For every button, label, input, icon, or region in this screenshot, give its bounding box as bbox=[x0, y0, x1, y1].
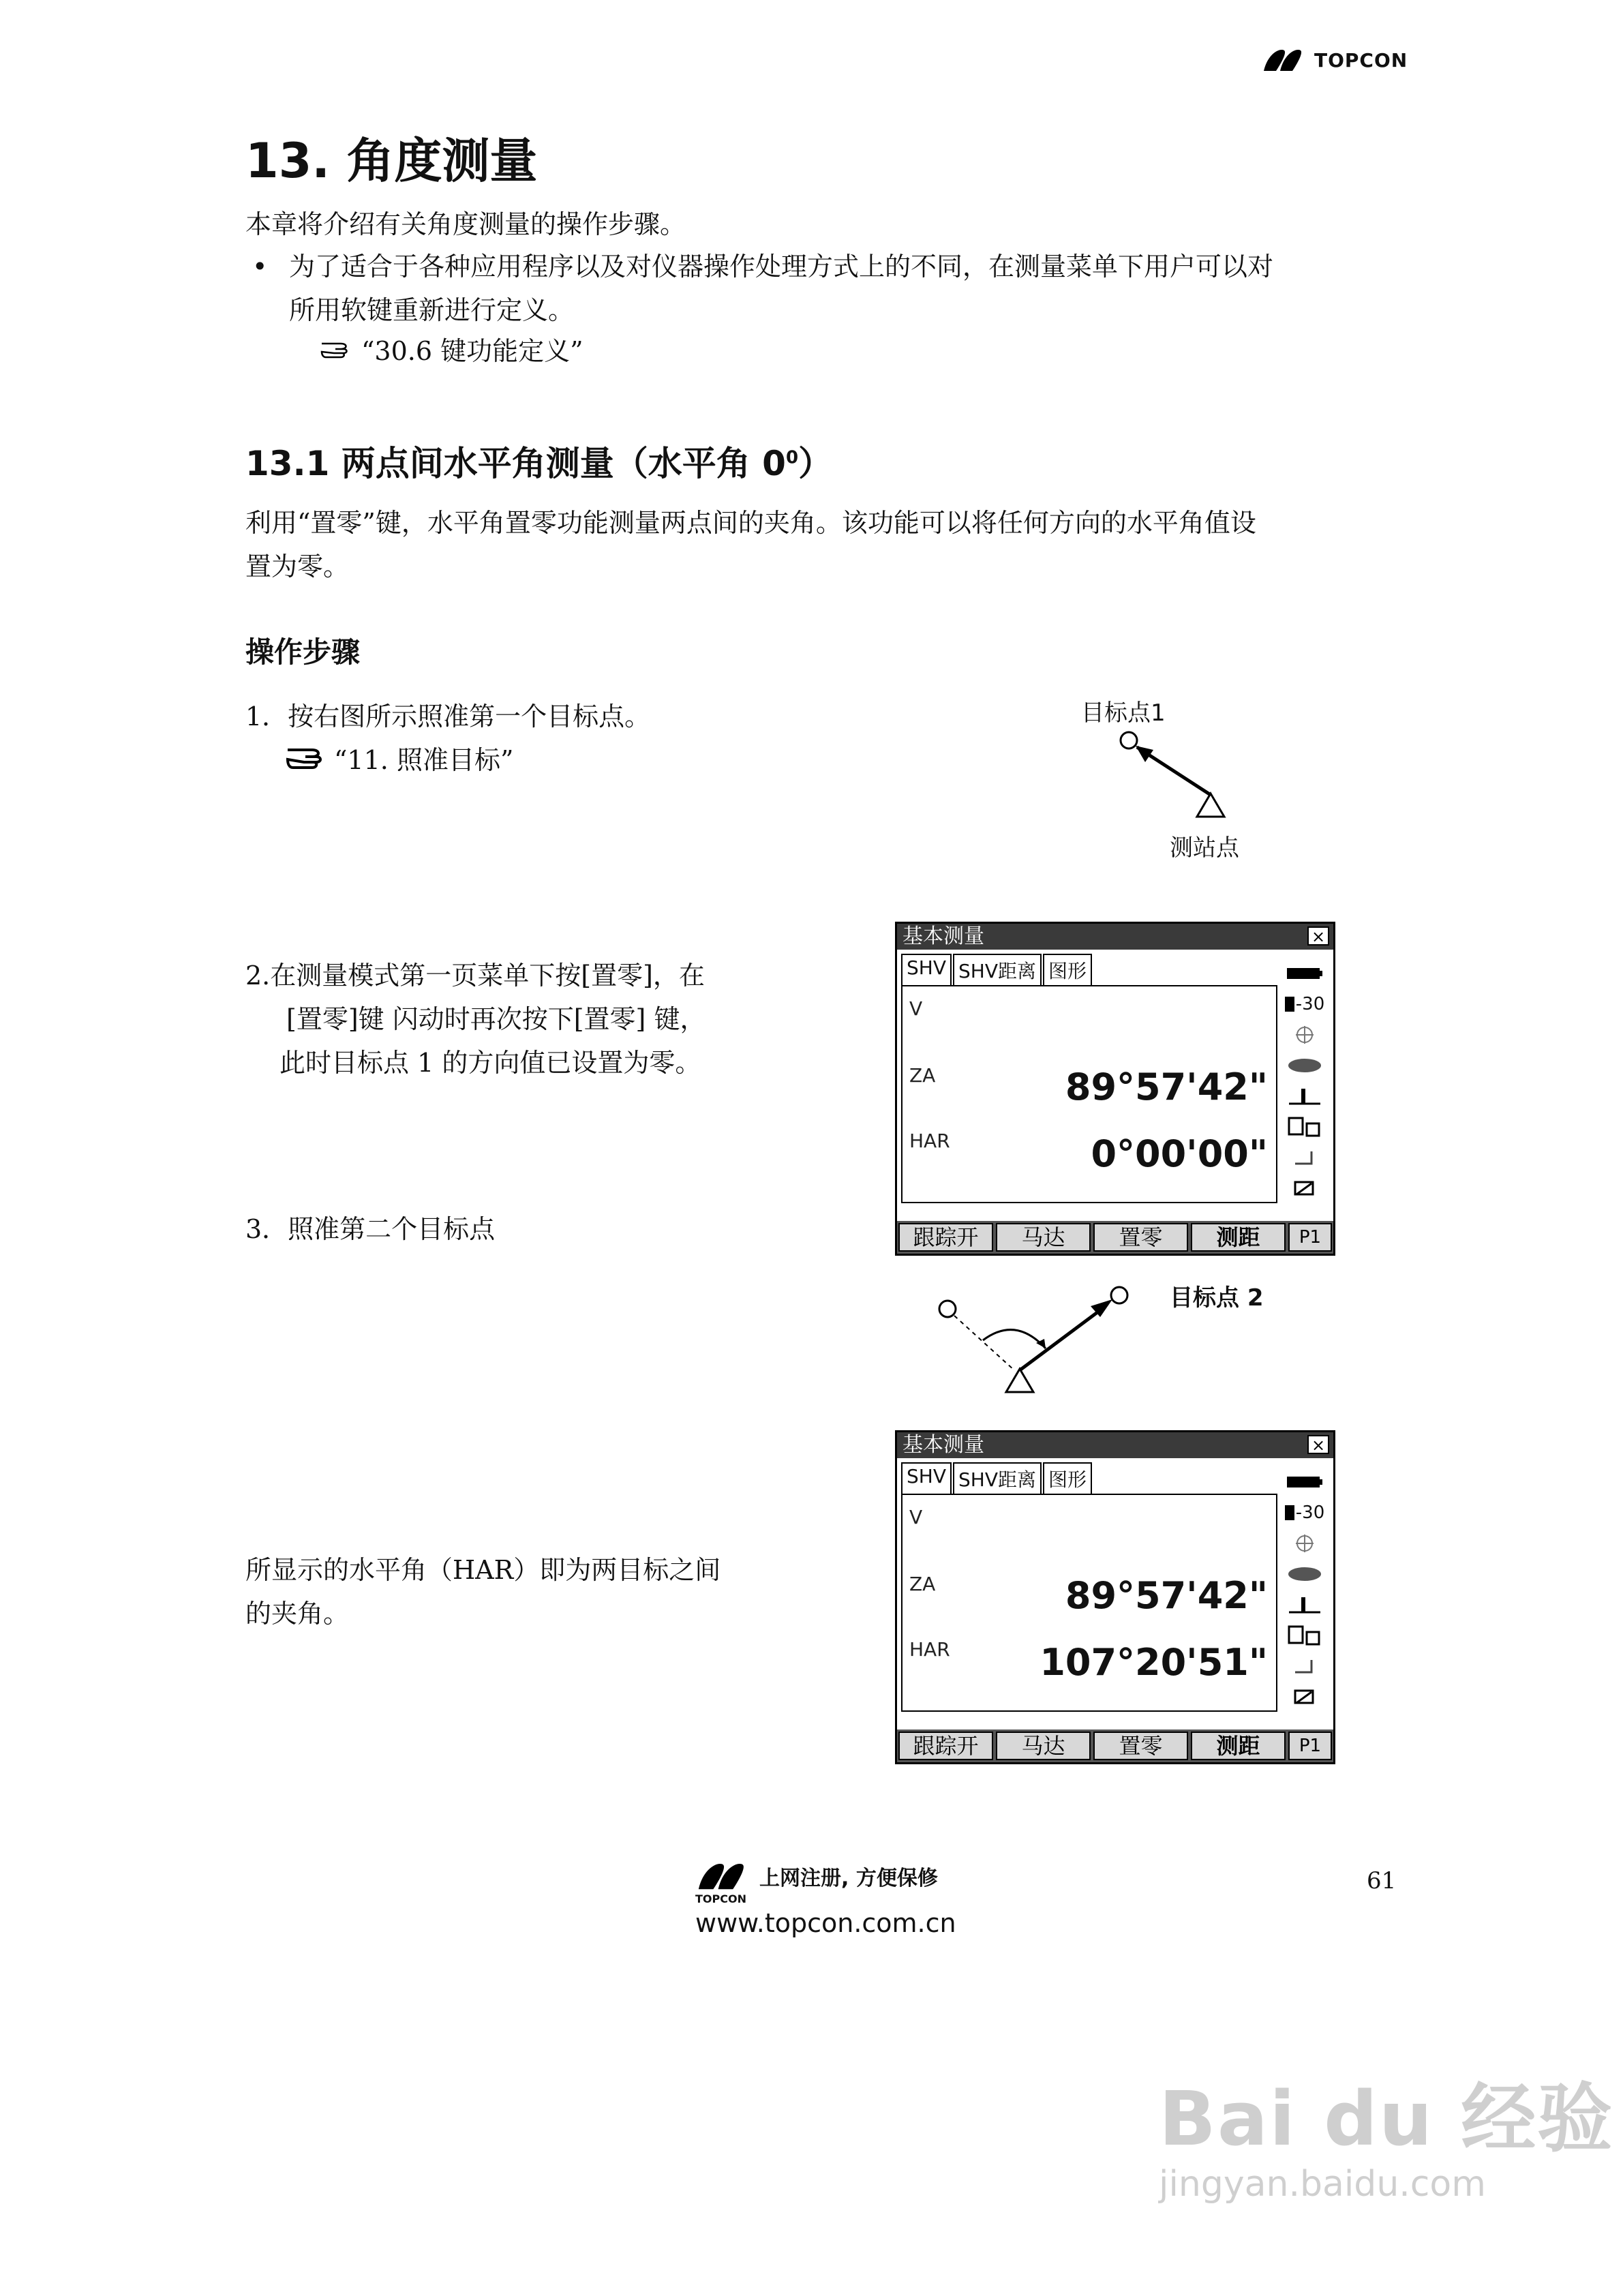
prism-icon bbox=[1279, 1558, 1331, 1589]
softkey-measure-distance[interactable]: 测距 bbox=[1191, 1223, 1286, 1252]
instrument-screen-1 bbox=[895, 922, 1335, 1256]
target-point-2-label: 目标点 2 bbox=[1170, 1284, 1264, 1312]
first-target-circle bbox=[939, 1301, 956, 1317]
section-title: 13.1 两点间水平角测量（水平角 $0^0$） bbox=[245, 444, 833, 483]
step-2-line-3: 此时目标点 1 的方向值已设置为零。 bbox=[279, 1048, 701, 1078]
step-2-line-1: 2.在测量模式第一页菜单下按[置零]，在 bbox=[245, 961, 705, 991]
softkey-page-1[interactable]: P1 bbox=[1288, 1732, 1332, 1760]
second-target-circle bbox=[1111, 1287, 1127, 1303]
station-triangle bbox=[1197, 794, 1224, 817]
brand-name: TOPCON bbox=[1314, 48, 1408, 72]
screen-titlebar: 基本测量 bbox=[897, 1432, 1333, 1458]
bullet-text-1: 为了适合于各种应用程序以及对仪器操作处理方式上的不同，在测量菜单下用户可以对 bbox=[289, 252, 1274, 282]
softkey-measure-distance[interactable]: 测距 bbox=[1191, 1732, 1286, 1760]
step-3: 3．照准第二个目标点 bbox=[245, 1214, 496, 1244]
prism-icon bbox=[1279, 1050, 1331, 1081]
sighting-diagram-2 bbox=[927, 1268, 1145, 1404]
battery-icon bbox=[1279, 958, 1331, 988]
step-1: 1．按右图所示照准第一个目标点。 bbox=[245, 701, 651, 731]
page-number: 61 bbox=[1367, 1867, 1397, 1894]
har-value: 107°20'51" bbox=[1040, 1641, 1268, 1684]
edit-icon bbox=[1279, 1173, 1331, 1203]
softkey-bar bbox=[897, 1729, 1333, 1762]
ppm-indicator: -30 bbox=[1279, 988, 1331, 1019]
crosshair-icon bbox=[1279, 1019, 1331, 1050]
step-1-reference[interactable]: “11. 照准目标” bbox=[334, 745, 514, 775]
softkey-motor[interactable]: 马达 bbox=[996, 1223, 1091, 1252]
tab-bar bbox=[901, 1462, 1093, 1494]
close-button[interactable]: × bbox=[1307, 926, 1329, 946]
tab-graphic[interactable]: 图形 bbox=[1043, 954, 1092, 985]
section-desc-2: 置为零。 bbox=[245, 552, 350, 581]
instrument-screen-2 bbox=[895, 1430, 1335, 1764]
softkey-tracking-on[interactable]: 跟踪开 bbox=[898, 1732, 993, 1760]
baidu-watermark bbox=[1159, 2059, 1613, 2205]
pointing-hand-icon bbox=[320, 334, 352, 361]
za-value: 89°57'42" bbox=[1065, 1066, 1268, 1108]
footer-url[interactable]: www.topcon.com.cn bbox=[695, 1908, 956, 1938]
measurement-panel bbox=[901, 1494, 1277, 1712]
har-label: HAR bbox=[909, 1638, 950, 1661]
tab-shv[interactable]: SHV bbox=[901, 954, 952, 985]
softkey-page-1[interactable]: P1 bbox=[1288, 1223, 1332, 1252]
close-button[interactable]: × bbox=[1307, 1435, 1329, 1454]
har-value: 0°00'00" bbox=[1091, 1132, 1268, 1175]
za-value: 89°57'42" bbox=[1065, 1574, 1268, 1617]
status-sidebar bbox=[1279, 1466, 1331, 1712]
tab-bar bbox=[901, 954, 1093, 985]
measurement-panel bbox=[901, 985, 1277, 1203]
softkey-zero-set[interactable]: 置零 bbox=[1093, 1223, 1188, 1252]
bullet-text-2: 所用软键重新进行定义。 bbox=[289, 295, 575, 325]
arrow-head bbox=[1136, 746, 1153, 762]
comm-icon bbox=[1279, 1620, 1331, 1650]
comm-icon bbox=[1279, 1111, 1331, 1142]
pointing-hand-icon bbox=[286, 740, 327, 770]
footer-logo bbox=[695, 1860, 956, 1938]
ppm-indicator: -30 bbox=[1279, 1497, 1331, 1528]
result-line-1: 所显示的水平角（HAR）即为两目标之间 bbox=[245, 1555, 721, 1585]
station-triangle bbox=[1006, 1369, 1033, 1392]
za-label: ZA bbox=[909, 1064, 936, 1087]
watermark-brand: Bai du 经验 bbox=[1159, 2075, 1614, 2162]
topcon-mark-icon bbox=[1261, 46, 1309, 74]
status-sidebar bbox=[1279, 958, 1331, 1203]
v-label: V bbox=[909, 997, 923, 1020]
softkey-zero-set[interactable]: 置零 bbox=[1093, 1732, 1188, 1760]
memory-icon bbox=[1279, 1650, 1331, 1681]
footer-slogan: 上网注册, 方便保修 bbox=[759, 1867, 938, 1890]
tilt-icon bbox=[1279, 1589, 1331, 1620]
tab-graphic[interactable]: 图形 bbox=[1043, 1462, 1092, 1494]
tab-shv-distance[interactable]: SHV距离 bbox=[953, 1462, 1042, 1494]
tab-shv[interactable]: SHV bbox=[901, 1462, 952, 1494]
crosshair-icon bbox=[1279, 1528, 1331, 1558]
battery-icon bbox=[1279, 1466, 1331, 1497]
softkey-tracking-on[interactable]: 跟踪开 bbox=[898, 1223, 993, 1252]
footer-brand: TOPCON bbox=[695, 1892, 746, 1905]
watermark-url: jingyan.baidu.com bbox=[1159, 2164, 1486, 2205]
station-point-label: 测站点 bbox=[1170, 834, 1239, 862]
section-desc-1: 利用“置零”键，水平角置零功能测量两点间的夹角。该功能可以将任何方向的水平角值设 bbox=[245, 508, 1256, 538]
softkey-bar bbox=[897, 1221, 1333, 1254]
v-label: V bbox=[909, 1506, 923, 1528]
tilt-icon bbox=[1279, 1081, 1331, 1111]
softkey-motor[interactable]: 马达 bbox=[996, 1732, 1091, 1760]
procedure-heading: 操作步骤 bbox=[245, 635, 361, 669]
har-label: HAR bbox=[909, 1130, 950, 1152]
za-label: ZA bbox=[909, 1573, 936, 1595]
reference-link[interactable]: “30.6 键功能定义” bbox=[361, 336, 583, 366]
chapter-title: 13. 角度测量 bbox=[245, 133, 538, 189]
edit-icon bbox=[1279, 1681, 1331, 1712]
target-point-1-label: 目标点1 bbox=[1081, 699, 1166, 727]
result-line-2: 的夹角。 bbox=[245, 1599, 350, 1629]
topcon-logo-header bbox=[1261, 46, 1408, 74]
tab-shv-distance[interactable]: SHV距离 bbox=[953, 954, 1042, 985]
bullet-dot: • bbox=[252, 252, 268, 282]
memory-icon bbox=[1279, 1142, 1331, 1173]
topcon-mark-icon bbox=[695, 1860, 753, 1892]
step-2-line-2: [置零]键 闪动时再次按下[置零] 键， bbox=[286, 1004, 706, 1034]
intro-line: 本章将介绍有关角度测量的操作步骤。 bbox=[245, 209, 686, 239]
screen-titlebar: 基本测量 bbox=[897, 924, 1333, 950]
target-point-circle bbox=[1121, 732, 1137, 749]
